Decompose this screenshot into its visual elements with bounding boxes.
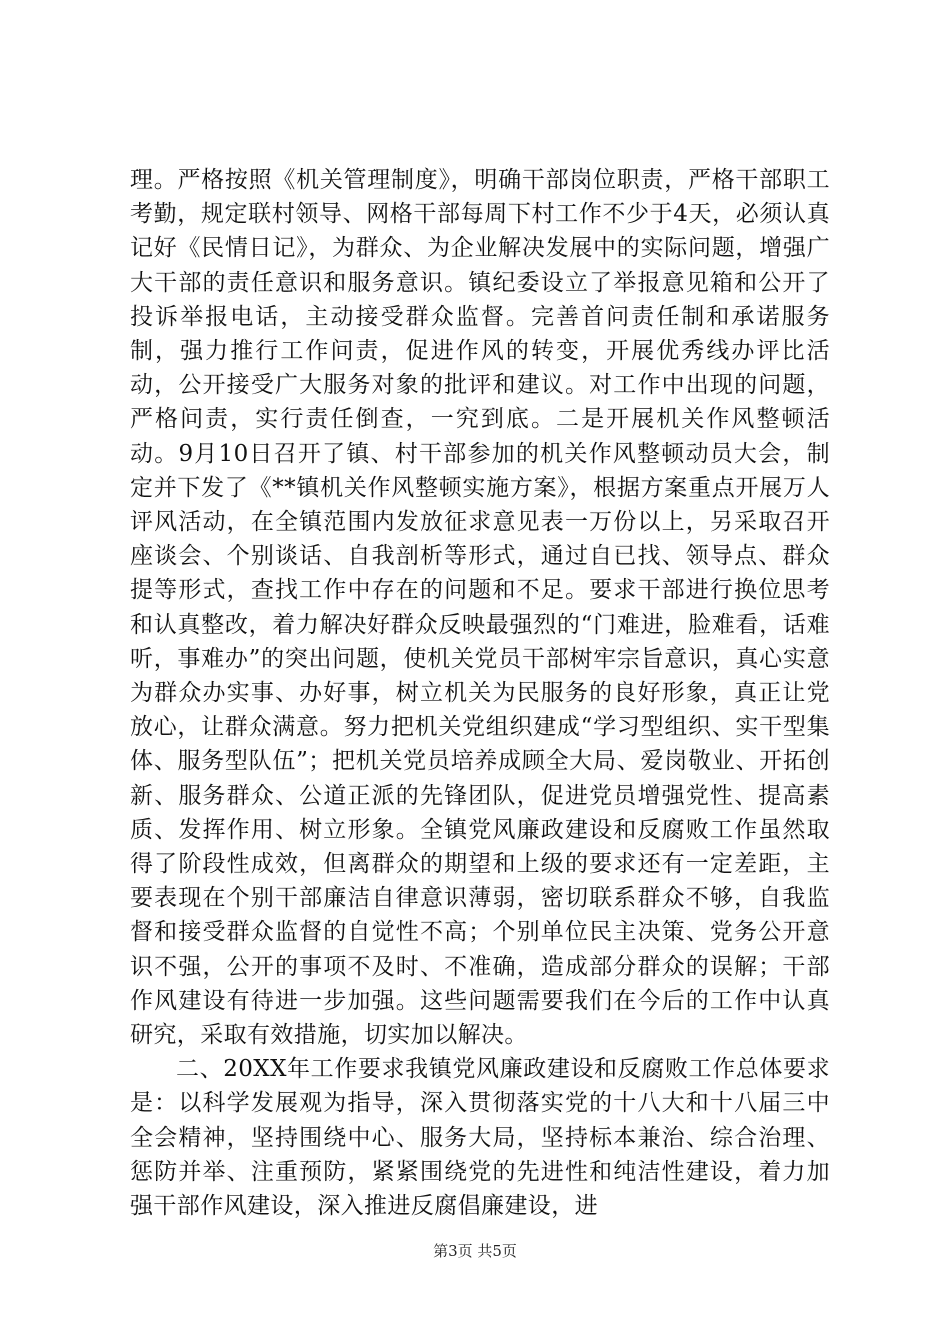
document-body [130, 163, 830, 1223]
paragraph-continuation: 理。严格按照《机关管理制度》，明确干部岗位职责，严格干部职工考勤，规定联村领导、网格干部每周下村工作不少于4天，必须认真记好《民情日记》，为群众、为企业解决发展中的实际问题，增强广大干部的责任意识和服务意识。镇纪委设立了举报意见箱和公开了投诉举报电话，主动接受群众监督。完善首问责任制和承诺服务制，强力推行工作问责，促进作风的转变，开展优秀线办评比活动，公开接受广大服务对象的批评和建议。对工作中出现的问题，严格问责，实行责任倒查，一究到底。二是开展机关作风整顿活动。9月10日召开了镇、村干部参加的机关作风整顿动员大会，制定并下发了《**镇机关作风整顿实施方案》，根据方案重点开展万人评风活动，在全镇范围内发放征求意见表一万份以上，另采取召开座谈会、个别谈话、自我剖析等形式，通过自已找、领导点、群众提等形式，查找工作中存在的问题和不足。要求干部进行换位思考和认真整改，着力解决好群众反映最强烈的“门难进，脸难看，话难听，事难办”的突出问题，使机关党员干部树牢宗旨意识，真心实意为群众办实事、办好事，树立机关为民服务的良好形象，真正让党放心，让群众满意。努力把机关党组织建成“学习型组织、实干型集体、服务型队伍”；把机关党员培养成顾全大局、爱岗敬业、开拓创新、服务群众、公道正派的先锋团队，促进党员增强党性、提高素质、发挥作用、树立形象。全镇党风廉政建设和反腐败工作虽然取得了阶段性成效，但离群众的期望和上级的要求还有一定差距，主要表现在个别干部廉洁自律意识薄弱，密切联系群众不够，自我监督和接受群众监督的自觉性不高；个别单位民主决策、党务公开意识不强，公开的事项不及时、不准确，造成部分群众的误解；干部作风建设有待进一步加强。这些问题需要我们在今后的工作中认真研究，采取有效措施，切实加以解决。 [130, 167, 830, 1049]
paragraph-section-two: 二、20XX年工作要求我镇党风廉政建设和反腐败工作总体要求是：以科学发展观为指导，深入贯彻落实党的十八大和十八届三中全会精神，坚持围绕中心、服务大局，坚持标本兼治、综合治理、惩防并举、注重预防，紧紧围绕党的先进性和纯洁性建设，着力加强干部作风建设，深入推进反腐倡廉建设，进 [130, 1056, 830, 1220]
page-footer: 第3页 共5页 [433, 1242, 517, 1260]
